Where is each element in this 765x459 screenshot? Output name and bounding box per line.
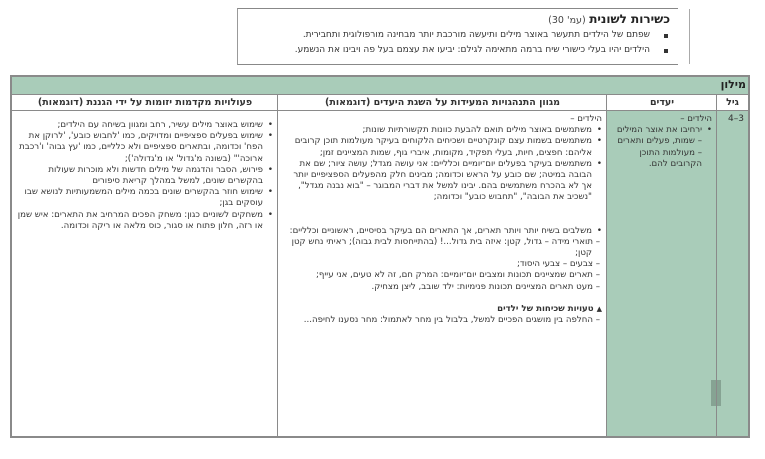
column-divider (277, 94, 278, 436)
age-value: 4–3 (728, 114, 744, 124)
square-bullet-icon (664, 34, 668, 38)
header-age: גיל (717, 94, 748, 111)
activity-item: • משחקים לשוניים כגון: משחק הפכים המרחיב את התארים: איש שמן או רזה, חלון פתוח או סגור, כוס מלאה או ריקה וכדומה. (17, 210, 273, 232)
summary-title-text: כשירות לשונית (589, 12, 670, 26)
activity-item: • שימוש חוזר בהקשרים שונים בכמה מילים המשמעותיות לנושא שבו עוסקים בגן; (17, 187, 273, 209)
behavior-item: • משלבים בשיח יותר ויותר תארים, אך התארים הם בעיקר בסיסיים, ראשוניים וכלליים: (283, 226, 602, 237)
activities-list (17, 120, 273, 232)
activity-item: • שימוש בפעלים ספציפיים ומדויקים, כמו 'לחבוש כובע', 'לרוקן את הפח' וכדומה, ובתארים ספציפיים ולא כלליים, כמו 'עץ גבוה' ו'רכבת ארוכה'" (בשונה מ'גדול' או מ'גדולה'); (17, 131, 273, 165)
spacer (283, 293, 602, 304)
cell-activities (12, 111, 278, 436)
errors-title: ▲ טעויות שכיחות של ילדים (497, 303, 602, 314)
activity-item: • פירוש, הסבר והדגמה של מילים חדשות ולא מוכרות שעולות בהקשרים שונים, למשל במהלך קריאת סיפורים (17, 165, 273, 187)
behavior-item: • משתמשים בעיקר בפעלים יום־יומיים וכלליים: אני עושה מגדל; עושה ציור; שם את הבובה במיטה; שם כובע על הראש וכדומה; מבינים חלק מהפעלים הספציפיים יותר אך לא בהכרח משתמשים בהם. יבינו למשל את דברי המבוגר – "בוא נבנה מגדל", "נשכיב את הבובה", "תחבוש כובע" וכדומה; (283, 159, 602, 204)
spacer (283, 204, 602, 226)
section-title: מילון (720, 78, 746, 91)
column-divider (716, 94, 717, 436)
dash-item: – צבעים – צבעי היסוד; (516, 259, 600, 270)
header-behaviors: מגוון התנהגויות המעידות על השגת היעדים (דוגמאות) (278, 94, 607, 111)
goals-text (607, 111, 717, 170)
error-item: – החלפה בין מושגים הפכיים למשל, בלבול בין מחר לאתמול: מחר נסענו לחיפה... (303, 315, 600, 326)
cell-goals (607, 111, 717, 436)
divider (689, 9, 690, 64)
square-bullet-icon (664, 49, 668, 53)
column-divider (606, 94, 607, 436)
vocabulary-table (10, 75, 750, 438)
cell-age (717, 111, 748, 436)
activities-text (12, 111, 278, 232)
summary-bullets (295, 30, 670, 60)
page-reference: (עמ' 30) (548, 15, 586, 26)
section-band (12, 77, 748, 95)
activity-item: • שימוש באוצר מילים עשיר, רחב ומגוון בשיחה עם הילדים; (17, 120, 273, 131)
dash-item: – תוארי מידה – גדול, קטן: איזה בית גדול...! (בהתייחסות לבית גבוה); ראיתי נחש קטן קטן; (291, 236, 600, 259)
cell-behaviors (278, 111, 607, 436)
behavior-item: • משתמשים בשמות עצם קונקרטיים ושכיחים הלקוחים בעיקר מעולמות תוכן קרובים אליהם: חפצים, חיות, בעלי תפקיד, מקומות, איברי גוף, שמות המציינים זמן; (283, 136, 602, 158)
behaviors-list (283, 125, 602, 203)
header-activities: פעולויות מקדמות יזומות על ידי הגננת (דוגמאות) (12, 94, 278, 111)
triangle-bullet-icon: ▲ (596, 304, 602, 313)
summary-box (237, 8, 678, 65)
behavior-item: • משתמשים באוצר מילים תואם להבעת כוונות תקשורתיות שונות; (283, 125, 602, 136)
goals-list (612, 125, 712, 170)
summary-bullet: הילדים יהיו בעלי כישורי שיח ברמה מתאימה לגילם: יביעו את עצמם בעל פה ויבינו את הנשמע. (295, 45, 670, 60)
summary-title (548, 12, 670, 26)
summary-bullet: שפתם של הילדים תתעשר באוצר מילים ותיעשה מורכבת יותר מבחינה מורפולוגית ותחבירית. (295, 30, 670, 45)
goal-item: • ירחיבו את אוצר המילים – שמות, פעלים ותארים – מעולמות התוכן הקרובים להם. (612, 125, 712, 170)
adjectives-list (283, 226, 602, 237)
dash-item: – מעט תארים המציינים תכונות פנימיות: ילד שובב, ליצן מצחיק. (371, 281, 600, 292)
goals-intro: הילדים – (680, 114, 712, 124)
behaviors-text (278, 111, 607, 326)
dash-item: – תארים שמציינים תכונות ומצבים יום־יומיים: המרק חם, זה לא טעים, אני עייף; (315, 270, 600, 281)
behaviors-intro: הילדים – (570, 114, 602, 124)
header-goals: יעדים (607, 94, 717, 111)
